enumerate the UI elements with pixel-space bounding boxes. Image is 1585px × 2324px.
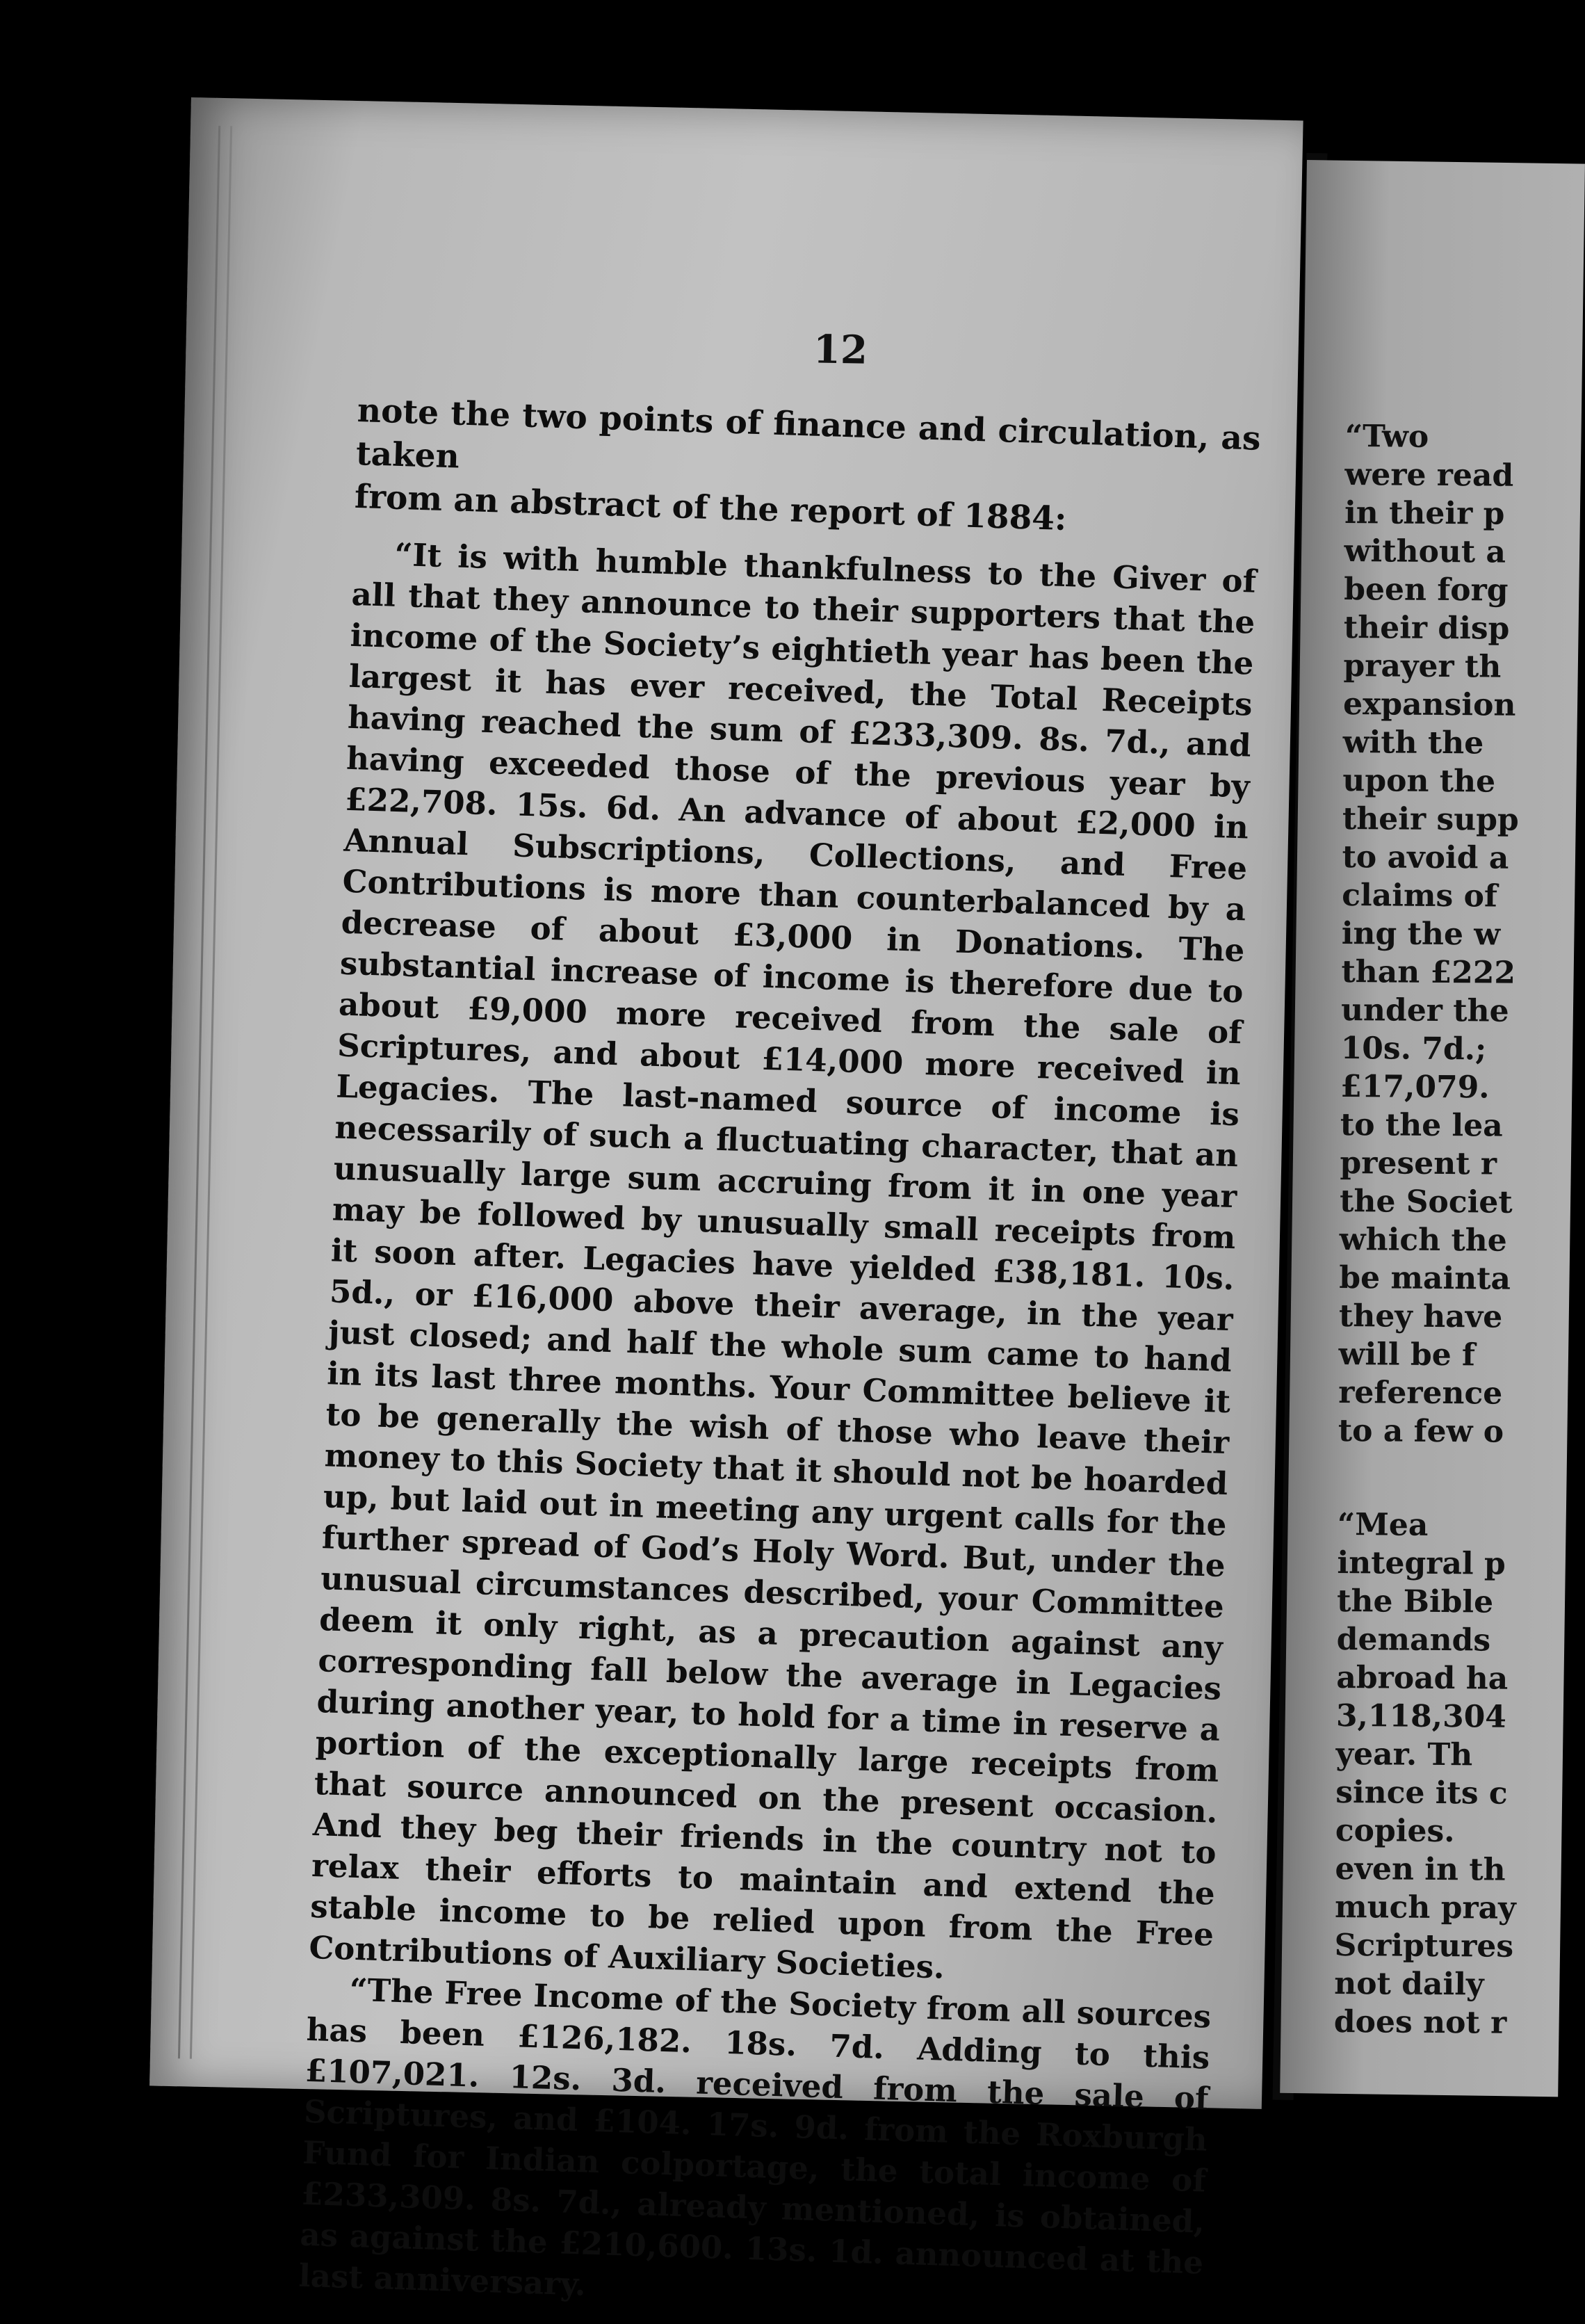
right-page-line: 10s. 7d.;: [1340, 1030, 1487, 1067]
right-page-line: even in th: [1335, 1850, 1506, 1888]
right-page-line: with the: [1342, 724, 1484, 761]
right-page-line: abroad ha: [1336, 1659, 1509, 1697]
right-page-line: to the lea: [1340, 1106, 1503, 1144]
page-body-text: [298, 389, 1262, 2324]
right-page-line: integral p: [1337, 1544, 1506, 1582]
right-page-line: the Bible: [1336, 1583, 1494, 1620]
right-page-line: upon the: [1342, 762, 1496, 800]
quoted-paragraph-1: “It is with humble thankfulness to the Giver of all that they announce to their supporters that the income of the Society’s eightieth year has been the largest it has ever received, the Total Receipts having reached the sum of £233,309. 8s. 7d., and having exceeded those of the previous year by £22,708. 15s. 6d. An advance of about £2,000 in Annual Subscriptions, Collections, and Free Contributions is more than counterbalanced by a decrease of about £3,000 in Donations. The substantial increase of income is therefore due to about £9,000 more received from the sale of Scriptures, and about £14,000 more received in Legacies. The last-named source of income is necessarily of such a fluctuating character, that an unusually large sum accruing from it in one year may be followed by unusually small receipts from it soon after. Legacies have yielded £38,181. 10s. 5d., or £16,000 above their average, in the year just closed; and half the whole sum came to hand in its last three months. Your Committee believe it to be generally the wish of those who leave their money to this Society that it should not be hoarded up, but laid out in meeting any urgent calls for the further spread of God’s Holy Word. But, under the unusual circumstances described, your Committee deem it only right, as a precaution against any corresponding fall below the average in Legacies during another year, to hold for a time in reserve a portion of the exceptionally large receipts from that source announced on the present occasion. And they beg their friends in the country not to relax their efforts to maintain and extend the stable income to be relied upon from the Free Contributions of Auxiliary Societies.: [308, 535, 1257, 1986]
right-page-line: to a few o: [1338, 1412, 1504, 1450]
right-page-line: not daily: [1334, 1965, 1484, 2003]
right-page-line: their supp: [1342, 800, 1519, 838]
right-page-text-fragments: [1333, 417, 1519, 2042]
intro-line-1: note the two points of finance and circulation, as taken: [355, 391, 1262, 476]
intro-line-2: from an abstract of the report of 1884:: [354, 477, 1068, 539]
right-page-line: without a: [1344, 533, 1506, 570]
right-page-line: copies.: [1335, 1812, 1455, 1850]
right-page-line: does not r: [1333, 2003, 1507, 2041]
right-page-line: much pray: [1334, 1889, 1516, 1926]
right-page-line: [1338, 1450, 1491, 1507]
right-page-line: 3,118,304: [1335, 1697, 1507, 1735]
right-page-line: reference: [1338, 1374, 1503, 1412]
right-page-line: since its c: [1335, 1774, 1508, 1811]
right-page-line: than £222: [1341, 953, 1516, 991]
right-page-line: which the: [1339, 1221, 1507, 1259]
right-page-line: prayer th: [1343, 647, 1502, 685]
right-page-line: present r: [1340, 1145, 1497, 1182]
right-page-line: £17,079.: [1340, 1068, 1490, 1106]
right-page-line: the Societ: [1339, 1183, 1513, 1220]
right-page-line: expansion: [1342, 686, 1516, 723]
page-number: 12: [813, 326, 868, 373]
right-page-line: they have: [1338, 1298, 1503, 1335]
right-page-line: demands: [1336, 1621, 1491, 1659]
right-page-line: their disp: [1343, 609, 1510, 647]
right-page-line: ing the w: [1341, 915, 1501, 953]
right-page-line: in their p: [1344, 494, 1505, 532]
intro-text: [354, 389, 1261, 547]
right-page-line: “Mea: [1337, 1506, 1429, 1543]
right-page-line: “Two: [1344, 418, 1429, 455]
right-page-line: to avoid a: [1342, 839, 1509, 876]
right-page-line: been forg: [1344, 571, 1509, 608]
right-page-line: claims of: [1342, 877, 1498, 914]
right-page-line: will be f: [1338, 1336, 1476, 1373]
right-page-line: under the: [1340, 992, 1509, 1029]
right-page-line: be mainta: [1339, 1259, 1511, 1297]
right-page-line: Scriptures: [1334, 1927, 1514, 1964]
right-page-line: year. Th: [1335, 1736, 1473, 1773]
quoted-paragraph-2: “The Free Income of the Society from all sources has been £126,182. 18s. 7d. Adding to this £107,021. 12s. 3d. received from the sale of Scriptures, and £104. 17s. 9d. from the Roxburgh Fund for Indian colportage, the total income of £233,309. 8s. 7d., already mentioned, is obtained, as against the £210,600. 13s. 1d. announced at the last anniversary.: [298, 1971, 1212, 2303]
right-page-line: were read: [1344, 456, 1514, 494]
